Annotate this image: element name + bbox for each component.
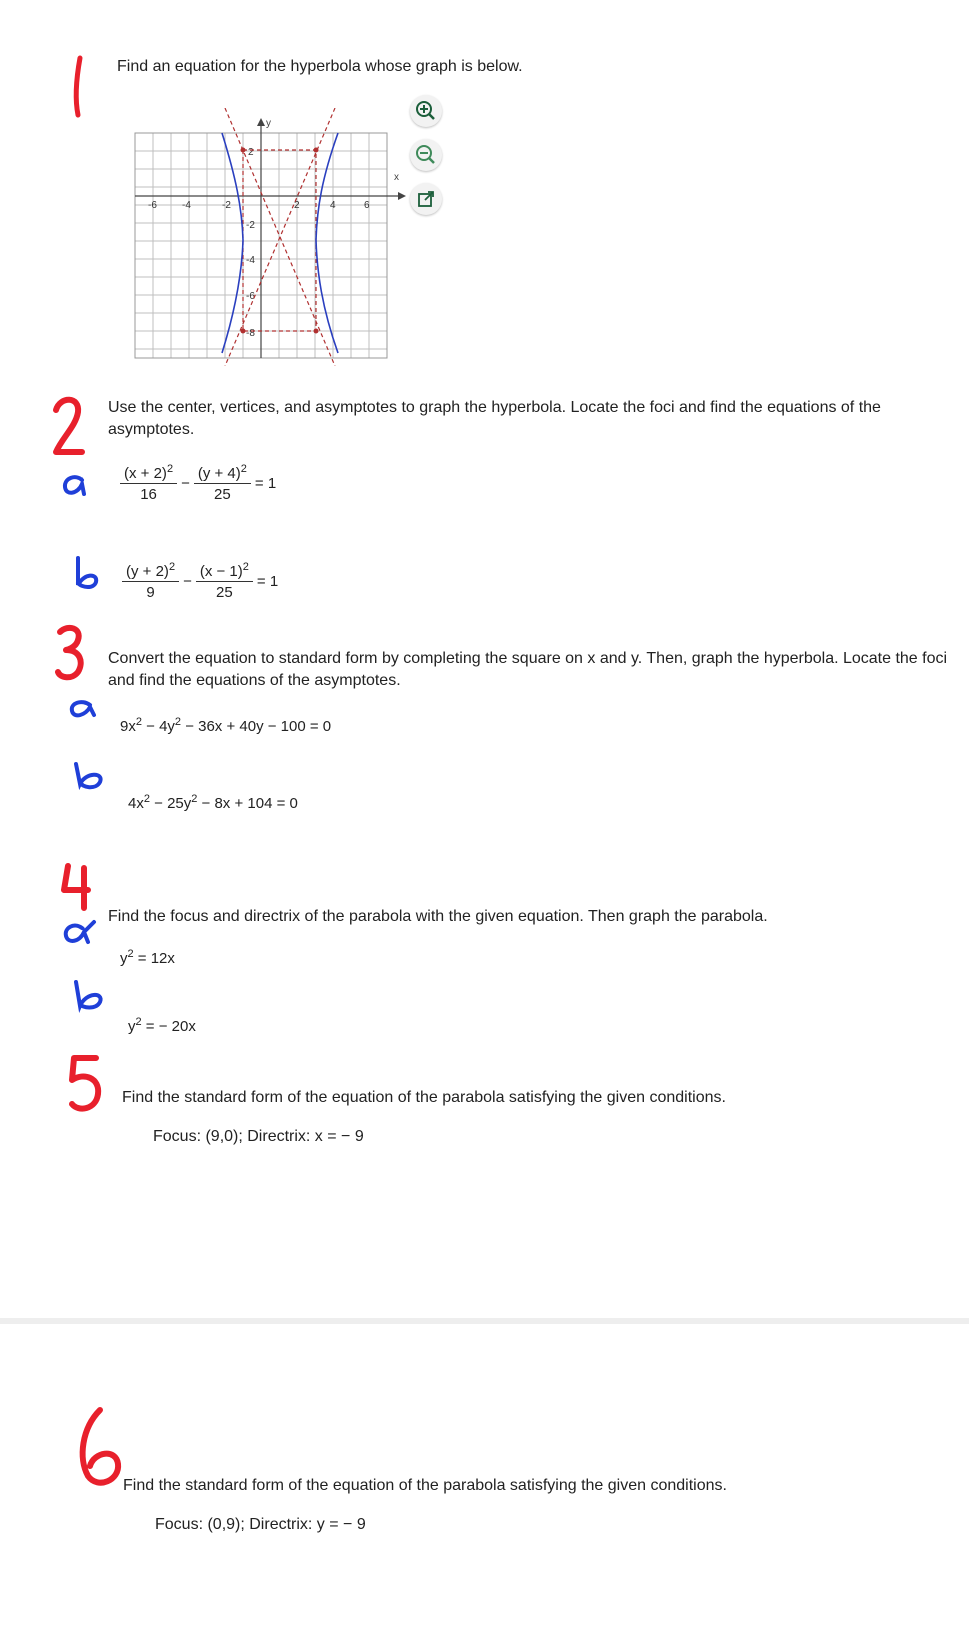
handwritten-letter-b xyxy=(70,978,110,1012)
point xyxy=(241,148,246,153)
point xyxy=(314,148,319,153)
y-tick: 2 xyxy=(248,147,254,158)
problem-4-text: Find the focus and directrix of the parabola with the given equation. Then graph the parabola. xyxy=(108,908,768,925)
problem-3b-equation: $4x^2 - 25y^2 - 8x + 104 = 0$ xyxy=(128,793,298,812)
x-tick: -6 xyxy=(148,200,157,211)
zoom-in-button[interactable] xyxy=(410,95,442,127)
problem-3-text: Convert the equation to standard form by completing the square on x and y. Then, graph the hyperbola. Locate the foci and find the equations of the asymptotes. xyxy=(108,650,948,689)
handwritten-number-5 xyxy=(64,1052,104,1118)
open-in-new-window-button[interactable] xyxy=(410,183,442,215)
problem-1-text: Find an equation for the hyperbola whose graph is below. xyxy=(117,58,523,75)
problem-5-text: Find the standard form of the equation of the parabola satisfying the given conditions. xyxy=(122,1089,726,1106)
handwritten-letter-a xyxy=(60,918,100,948)
problem-2a-equation: $\frac{(x + 2)^2}{16}$ − $\frac{(y + 4)^2}{25}$ = 1 xyxy=(120,463,280,503)
problem-6-text: Find the standard form of the equation of the parabola satisfying the given conditions. xyxy=(123,1477,727,1494)
x-tick: -2 xyxy=(222,200,231,211)
zoom-out-icon xyxy=(410,139,442,171)
problem-6-conditions: Focus: (0,9); Directrix: y = − 9 xyxy=(155,1516,366,1533)
problem-5-conditions: Focus: (9,0); Directrix: x = − 9 xyxy=(153,1128,364,1145)
x-tick: 6 xyxy=(364,200,370,211)
section-divider xyxy=(0,1318,969,1324)
y-tick: -4 xyxy=(246,255,255,266)
handwritten-letter-b xyxy=(70,760,110,790)
handwritten-number-3 xyxy=(52,622,88,686)
problem-4a-equation: $y^2 = 12x$ xyxy=(120,948,175,967)
zoom-in-icon xyxy=(410,95,442,127)
handwritten-number-6 xyxy=(72,1404,128,1490)
point xyxy=(241,329,246,334)
handwritten-letter-a xyxy=(66,697,100,721)
handwritten-letter-b xyxy=(70,555,104,591)
problem-2b-equation: $\frac{(y + 2)^2}{9}$ − $\frac{(x - 1)^2}{25}$ = 1 xyxy=(122,561,282,601)
handwritten-letter-a xyxy=(60,472,92,498)
external-link-icon xyxy=(410,183,442,215)
x-tick: 2 xyxy=(294,200,300,211)
point xyxy=(314,329,319,334)
y-tick: -6 xyxy=(246,291,255,302)
y-axis-label: y xyxy=(266,118,271,129)
problem-3a-equation: $9x^2 - 4y^2 - 36x + 40y - 100 = 0$ xyxy=(120,716,332,735)
handwritten-number-1 xyxy=(62,50,92,120)
x-tick: 4 xyxy=(330,200,336,211)
y-tick: -2 xyxy=(246,220,255,231)
handwritten-number-4 xyxy=(58,864,94,912)
zoom-out-button[interactable] xyxy=(410,139,442,171)
y-tick: -8 xyxy=(246,328,255,339)
hyperbola-right-branch xyxy=(316,133,338,353)
x-tick: -4 xyxy=(182,200,191,211)
problem-2-text: Use the center, vertices, and asymptotes to graph the hyperbola. Locate the foci and find the equations of the asymptotes. xyxy=(108,399,881,438)
handwritten-number-2 xyxy=(48,392,88,462)
x-axis-label: x xyxy=(394,172,399,183)
hyperbola-graph xyxy=(130,108,420,366)
problem-4b-equation: $y^2$ = − 20x xyxy=(128,1016,196,1035)
